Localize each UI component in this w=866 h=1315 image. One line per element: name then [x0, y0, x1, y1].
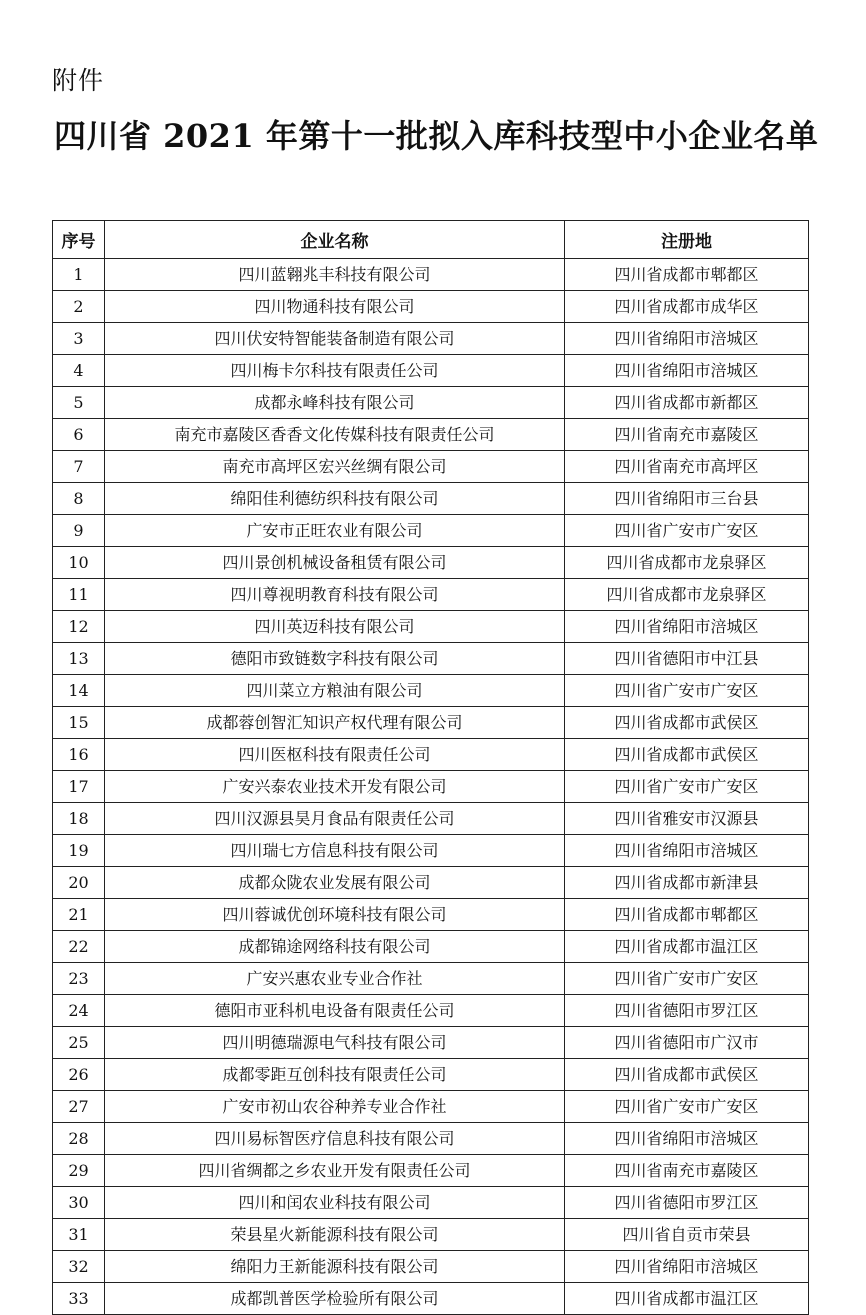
table-row: [53, 931, 809, 963]
row-company-name-cell: 四川汉源县昊月食品有限责任公司: [105, 803, 565, 835]
company-list-table: [52, 220, 809, 1315]
table-row: [53, 483, 809, 515]
row-company-name-cell: 广安兴惠农业专业合作社: [105, 963, 565, 995]
row-company-name-cell: 四川尊视明教育科技有限公司: [105, 579, 565, 611]
table-row: [53, 611, 809, 643]
row-registered-place-cell: 四川省成都市武侯区: [565, 707, 809, 739]
row-seq-cell: 16: [53, 739, 105, 771]
header-registered-place: 注册地: [565, 221, 809, 259]
row-seq-cell: 4: [53, 355, 105, 387]
row-seq-cell: 11: [53, 579, 105, 611]
row-registered-place-cell: 四川省成都市温江区: [565, 931, 809, 963]
table-row: [53, 419, 809, 451]
row-seq-cell: 24: [53, 995, 105, 1027]
table-row: [53, 355, 809, 387]
row-seq-cell: 17: [53, 771, 105, 803]
table-row: [53, 1027, 809, 1059]
company-list-table-wrapper: [52, 220, 808, 1315]
row-seq-cell: 30: [53, 1187, 105, 1219]
table-row: [53, 1283, 809, 1315]
table-row: [53, 867, 809, 899]
row-seq-cell: 19: [53, 835, 105, 867]
row-seq-cell: 7: [53, 451, 105, 483]
row-company-name-cell: 荣县星火新能源科技有限公司: [105, 1219, 565, 1251]
document-title: 四川省 2021 年第十一批拟入库科技型中小企业名单: [54, 117, 819, 155]
row-seq-cell: 9: [53, 515, 105, 547]
row-company-name-cell: 成都凯普医学检验所有限公司: [105, 1283, 565, 1315]
table-row: [53, 579, 809, 611]
row-registered-place-cell: 四川省绵阳市三台县: [565, 483, 809, 515]
row-company-name-cell: 四川易标智医疗信息科技有限公司: [105, 1123, 565, 1155]
attachment-label: 附件: [52, 66, 105, 95]
table-row: [53, 1219, 809, 1251]
row-registered-place-cell: 四川省德阳市中江县: [565, 643, 809, 675]
row-registered-place-cell: 四川省绵阳市涪城区: [565, 1123, 809, 1155]
row-seq-cell: 1: [53, 259, 105, 291]
row-seq-cell: 10: [53, 547, 105, 579]
row-seq-cell: 3: [53, 323, 105, 355]
row-company-name-cell: 四川英迈科技有限公司: [105, 611, 565, 643]
row-registered-place-cell: 四川省成都市郫都区: [565, 899, 809, 931]
row-seq-cell: 23: [53, 963, 105, 995]
row-registered-place-cell: 四川省成都市武侯区: [565, 1059, 809, 1091]
table-row: [53, 323, 809, 355]
row-seq-cell: 15: [53, 707, 105, 739]
row-company-name-cell: 四川省绸都之乡农业开发有限责任公司: [105, 1155, 565, 1187]
row-company-name-cell: 四川景创机械设备租赁有限公司: [105, 547, 565, 579]
row-registered-place-cell: 四川省广安市广安区: [565, 675, 809, 707]
row-company-name-cell: 成都众陇农业发展有限公司: [105, 867, 565, 899]
table-row: [53, 1155, 809, 1187]
row-registered-place-cell: 四川省绵阳市涪城区: [565, 1251, 809, 1283]
row-registered-place-cell: 四川省成都市武侯区: [565, 739, 809, 771]
row-seq-cell: 32: [53, 1251, 105, 1283]
row-registered-place-cell: 四川省广安市广安区: [565, 771, 809, 803]
row-company-name-cell: 成都锦途网络科技有限公司: [105, 931, 565, 963]
table-row: [53, 1091, 809, 1123]
row-company-name-cell: 绵阳力王新能源科技有限公司: [105, 1251, 565, 1283]
row-registered-place-cell: 四川省自贡市荣县: [565, 1219, 809, 1251]
row-seq-cell: 26: [53, 1059, 105, 1091]
row-seq-cell: 8: [53, 483, 105, 515]
row-registered-place-cell: 四川省成都市龙泉驿区: [565, 579, 809, 611]
row-company-name-cell: 成都蓉创智汇知识产权代理有限公司: [105, 707, 565, 739]
row-registered-place-cell: 四川省绵阳市涪城区: [565, 355, 809, 387]
table-row: [53, 803, 809, 835]
row-registered-place-cell: 四川省南充市嘉陵区: [565, 1155, 809, 1187]
table-row: [53, 1251, 809, 1283]
table-row: [53, 675, 809, 707]
table-row: [53, 291, 809, 323]
row-registered-place-cell: 四川省广安市广安区: [565, 1091, 809, 1123]
table-row: [53, 1059, 809, 1091]
header-seq: 序号: [53, 221, 105, 259]
row-company-name-cell: 成都零距互创科技有限责任公司: [105, 1059, 565, 1091]
row-seq-cell: 27: [53, 1091, 105, 1123]
row-seq-cell: 13: [53, 643, 105, 675]
row-company-name-cell: 广安兴泰农业技术开发有限公司: [105, 771, 565, 803]
row-company-name-cell: 四川医枢科技有限责任公司: [105, 739, 565, 771]
row-seq-cell: 14: [53, 675, 105, 707]
row-company-name-cell: 南充市高坪区宏兴丝绸有限公司: [105, 451, 565, 483]
row-registered-place-cell: 四川省德阳市罗江区: [565, 1187, 809, 1219]
row-company-name-cell: 四川菜立方粮油有限公司: [105, 675, 565, 707]
row-company-name-cell: 广安市正旺农业有限公司: [105, 515, 565, 547]
row-company-name-cell: 绵阳佳利德纺织科技有限公司: [105, 483, 565, 515]
row-registered-place-cell: 四川省德阳市罗江区: [565, 995, 809, 1027]
table-row: [53, 1187, 809, 1219]
row-registered-place-cell: 四川省雅安市汉源县: [565, 803, 809, 835]
row-company-name-cell: 四川伏安特智能装备制造有限公司: [105, 323, 565, 355]
row-seq-cell: 28: [53, 1123, 105, 1155]
table-row: [53, 995, 809, 1027]
row-seq-cell: 12: [53, 611, 105, 643]
row-registered-place-cell: 四川省绵阳市涪城区: [565, 835, 809, 867]
row-company-name-cell: 广安市初山农谷种养专业合作社: [105, 1091, 565, 1123]
row-registered-place-cell: 四川省绵阳市涪城区: [565, 323, 809, 355]
row-registered-place-cell: 四川省成都市温江区: [565, 1283, 809, 1315]
row-seq-cell: 21: [53, 899, 105, 931]
table-row: [53, 739, 809, 771]
table-row: [53, 387, 809, 419]
row-company-name-cell: 成都永峰科技有限公司: [105, 387, 565, 419]
row-company-name-cell: 四川明德瑞源电气科技有限公司: [105, 1027, 565, 1059]
table-row: [53, 963, 809, 995]
row-registered-place-cell: 四川省广安市广安区: [565, 515, 809, 547]
row-registered-place-cell: 四川省广安市广安区: [565, 963, 809, 995]
row-company-name-cell: 四川物通科技有限公司: [105, 291, 565, 323]
table-row: [53, 451, 809, 483]
row-company-name-cell: 四川和闰农业科技有限公司: [105, 1187, 565, 1219]
row-company-name-cell: 四川梅卡尔科技有限责任公司: [105, 355, 565, 387]
row-company-name-cell: 德阳市亚科机电设备有限责任公司: [105, 995, 565, 1027]
row-registered-place-cell: 四川省成都市成华区: [565, 291, 809, 323]
row-registered-place-cell: 四川省绵阳市涪城区: [565, 611, 809, 643]
row-seq-cell: 18: [53, 803, 105, 835]
table-row: [53, 707, 809, 739]
row-registered-place-cell: 四川省德阳市广汉市: [565, 1027, 809, 1059]
row-registered-place-cell: 四川省成都市新都区: [565, 387, 809, 419]
row-company-name-cell: 四川蓝翱兆丰科技有限公司: [105, 259, 565, 291]
table-row: [53, 899, 809, 931]
table-row: [53, 771, 809, 803]
table-header-row: [53, 221, 809, 259]
header-company-name: 企业名称: [105, 221, 565, 259]
row-seq-cell: 29: [53, 1155, 105, 1187]
row-seq-cell: 20: [53, 867, 105, 899]
row-registered-place-cell: 四川省成都市龙泉驿区: [565, 547, 809, 579]
row-registered-place-cell: 四川省南充市嘉陵区: [565, 419, 809, 451]
row-company-name-cell: 南充市嘉陵区香香文化传媒科技有限责任公司: [105, 419, 565, 451]
row-company-name-cell: 德阳市致链数字科技有限公司: [105, 643, 565, 675]
row-seq-cell: 31: [53, 1219, 105, 1251]
table-row: [53, 835, 809, 867]
row-registered-place-cell: 四川省成都市新津县: [565, 867, 809, 899]
table-row: [53, 259, 809, 291]
row-seq-cell: 6: [53, 419, 105, 451]
row-seq-cell: 2: [53, 291, 105, 323]
row-seq-cell: 33: [53, 1283, 105, 1315]
row-registered-place-cell: 四川省南充市高坪区: [565, 451, 809, 483]
table-row: [53, 1123, 809, 1155]
table-row: [53, 643, 809, 675]
row-seq-cell: 22: [53, 931, 105, 963]
row-seq-cell: 25: [53, 1027, 105, 1059]
row-company-name-cell: 四川瑞七方信息科技有限公司: [105, 835, 565, 867]
row-company-name-cell: 四川蓉诚优创环境科技有限公司: [105, 899, 565, 931]
table-row: [53, 515, 809, 547]
row-registered-place-cell: 四川省成都市郫都区: [565, 259, 809, 291]
table-row: [53, 547, 809, 579]
table-body: [53, 259, 809, 1315]
row-seq-cell: 5: [53, 387, 105, 419]
